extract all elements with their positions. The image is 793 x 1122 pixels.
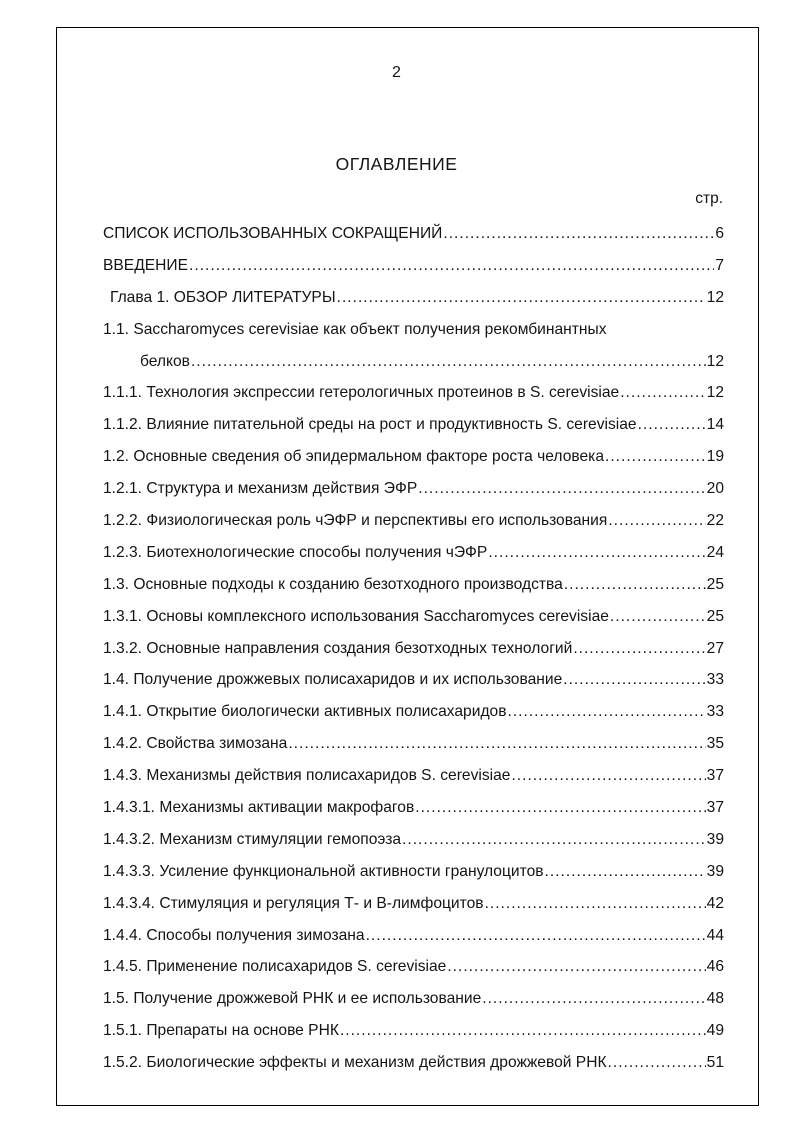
toc-entry (103, 218, 724, 250)
toc-entry (103, 250, 724, 282)
toc-entry-title: 1.1.2. Влияние питательной среды на рост и продуктивность S. cerevisiae (103, 416, 637, 434)
toc-entry-page: 42 (706, 894, 724, 912)
toc-entry (103, 792, 724, 824)
toc-entry (103, 951, 724, 983)
toc-entry-page: 46 (706, 958, 724, 976)
toc-entry (103, 983, 724, 1015)
dot-leader (638, 409, 706, 441)
toc-entry-title: 1.3.1. Основы комплексного использования Saccharomyces cerevisiae (103, 607, 609, 625)
toc-entry-title: 1.4.4. Способы получения зимозана (103, 926, 365, 944)
toc-entry-title: 1.4.3.4. Стимуляция и регуляция Т- и В-лимфоцитов (103, 894, 484, 912)
toc-entry-page: 20 (706, 480, 724, 498)
toc-list (103, 218, 724, 1079)
toc-entry-title: 1.2.1. Структура и механизм действия ЭФР (103, 480, 418, 498)
toc-entry-page: 44 (706, 926, 724, 944)
toc-entry (103, 505, 724, 537)
dot-leader (337, 282, 706, 314)
toc-entry-title: 1.2.3. Биотехнологические способы получения чЭФР (103, 543, 488, 561)
toc-entry-page: 19 (706, 448, 724, 466)
toc-entry-page: 12 (706, 352, 724, 370)
toc-entry-page: 37 (706, 767, 724, 785)
toc-entry-page: 33 (706, 703, 724, 721)
toc-entry (103, 696, 724, 728)
toc-entry-page: 37 (706, 799, 724, 817)
toc-entry (103, 824, 724, 856)
toc-entry-page: 33 (706, 671, 724, 689)
dot-leader (340, 1015, 706, 1047)
toc-entry (103, 537, 724, 569)
toc-entry-page: 12 (706, 288, 724, 306)
toc-entry-title: СПИСОК ИСПОЛЬЗОВАННЫХ СОКРАЩЕНИЙ (103, 225, 443, 242)
toc-entry (103, 920, 724, 952)
dot-leader (488, 537, 705, 569)
toc-entry-title: 1.4.1. Открытие биологически активных полисахаридов (103, 703, 507, 721)
toc-entry-page: 6 (715, 225, 724, 242)
toc-entry-page: 39 (706, 862, 724, 880)
toc-entry-page: 25 (706, 575, 724, 593)
dot-leader (415, 792, 705, 824)
dot-leader (402, 824, 706, 856)
toc-entry-page: 39 (706, 830, 724, 848)
toc-entry (103, 601, 724, 633)
toc-entry-title: 1.1.1. Технология экспрессии гетерологичных протеинов в S. cerevisiae (103, 384, 620, 402)
dot-leader (288, 728, 705, 760)
dot-leader (485, 888, 706, 920)
dot-leader (508, 696, 706, 728)
toc-entry-title: 1.4. Получение дрожжевых полисахаридов и их использование (103, 671, 563, 689)
dot-leader (366, 920, 706, 952)
toc-entry-page: 49 (706, 1022, 724, 1040)
toc-entry-title: 1.4.3.2. Механизм стимуляции гемопоэза (103, 830, 402, 848)
toc-entry-title: ВВЕДЕНИЕ (103, 256, 189, 274)
toc-entry-title: 1.3.2. Основные направления создания безотходных технологий (103, 639, 573, 657)
dot-leader (605, 441, 706, 473)
toc-entry (103, 441, 724, 473)
page-number: 2 (392, 64, 401, 81)
dot-leader (443, 218, 714, 250)
dot-leader (189, 250, 714, 282)
dot-leader (482, 983, 705, 1015)
toc-entry-title: 1.1. Saccharomyces cerevisiae как объект получения рекомбинантных (103, 320, 607, 338)
toc-entry-page: 7 (715, 256, 724, 274)
toc-entry-title: 1.3. Основные подходы к созданию безотходного производства (103, 575, 563, 593)
toc-entry-title: 1.4.2. Свойства зимозана (103, 735, 288, 753)
toc-entry-page: 24 (706, 543, 724, 561)
toc-entry (103, 409, 724, 441)
page-column-label: стр. (695, 190, 723, 207)
toc-entry (103, 856, 724, 888)
toc-entry (103, 473, 724, 505)
toc-entry-title: 1.4.5. Применение полисахаридов S. cerevisiae (103, 958, 447, 976)
toc-entry (103, 760, 724, 792)
toc-entry-title: 1.5.1. Препараты на основе РНК (103, 1022, 339, 1040)
toc-entry (103, 888, 724, 920)
toc-entry-title: белков (140, 352, 190, 370)
dot-leader (563, 664, 705, 696)
toc-entry (103, 377, 724, 409)
dot-leader (608, 1047, 706, 1079)
toc-entry (103, 633, 724, 665)
toc-entry-title: 1.4.3.3. Усиление функциональной активности гранулоцитов (103, 862, 544, 880)
dot-leader (418, 473, 705, 505)
toc-entry-title: 1.4.3. Механизмы действия полисахаридов S. cerevisiae (103, 767, 511, 785)
dot-leader (191, 346, 706, 378)
toc-entry (103, 314, 724, 346)
dot-leader (447, 951, 705, 983)
toc-entry-title: 1.2.2. Физиологическая роль чЭФР и перспективы его использования (103, 512, 608, 530)
toc-entry (103, 728, 724, 760)
toc-entry-title: 1.2. Основные сведения об эпидермальном факторе роста человека (103, 448, 604, 466)
dot-leader (511, 760, 705, 792)
toc-entry-page: 14 (706, 416, 724, 434)
toc-entry-page: 35 (706, 735, 724, 753)
toc-entry (103, 569, 724, 601)
toc-entry (103, 664, 724, 696)
dot-leader (610, 601, 706, 633)
toc-entry-page: 27 (706, 639, 724, 657)
dot-leader (620, 377, 705, 409)
toc-entry-page: 25 (706, 607, 724, 625)
dot-leader (573, 633, 705, 665)
toc-entry-page: 48 (706, 990, 724, 1008)
toc-entry-page: 22 (706, 512, 724, 530)
toc-entry (103, 1015, 724, 1047)
dot-leader (608, 505, 705, 537)
toc-entry-title: 1.4.3.1. Механизмы активации макрофагов (103, 799, 415, 817)
page-title: ОГЛАВЛЕНИЕ (335, 154, 458, 174)
toc-entry-title: 1.5. Получение дрожжевой РНК и ее использование (103, 990, 482, 1008)
toc-entry-title: 1.5.2. Биологические эффекты и механизм действия дрожжевой РНК (103, 1054, 607, 1072)
toc-entry (103, 282, 724, 314)
toc-entry (103, 346, 724, 378)
dot-leader (545, 856, 706, 888)
toc-entry-page: 51 (706, 1054, 724, 1072)
toc-entry-title: Глава 1. ОБЗОР ЛИТЕРАТУРЫ (110, 288, 336, 306)
toc-entry-page: 12 (706, 384, 724, 402)
toc-entry (103, 1047, 724, 1079)
dot-leader (564, 569, 706, 601)
